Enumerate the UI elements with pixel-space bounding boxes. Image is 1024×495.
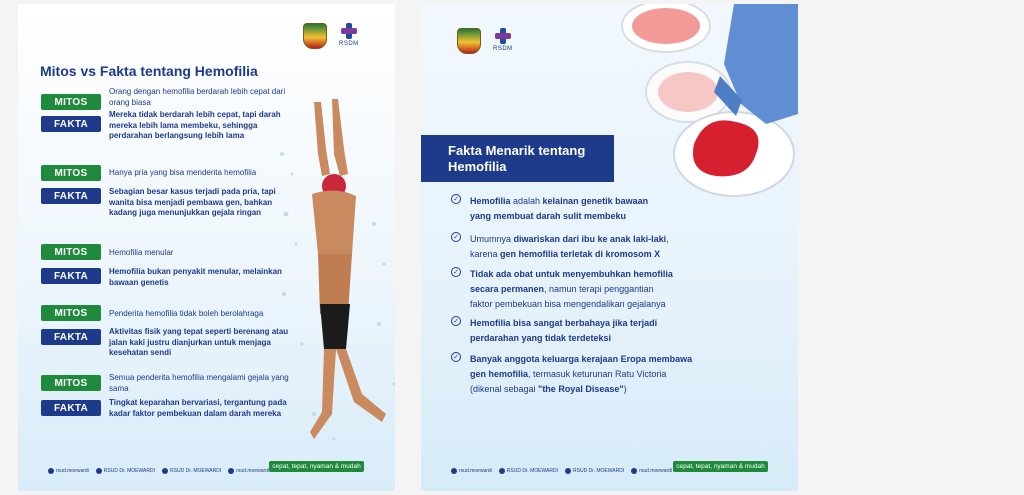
social-item[interactable] (631, 468, 672, 474)
slogan-badge: cepat, tepat, nyaman & mudah (269, 461, 364, 472)
check-icon: ✓ (451, 352, 461, 362)
myth-tag: MITOS (41, 94, 101, 110)
check-icon: ✓ (451, 267, 461, 277)
fact-text (470, 194, 740, 224)
fact-text (470, 316, 740, 346)
fact-text: Aktivitas fisik yang tepat seperti berenang atau jalan kaki justru dianjurkan untuk menjaga kesehatan sendi (109, 327, 289, 357)
social-item[interactable] (162, 468, 221, 474)
fact-item (451, 316, 740, 346)
social-item[interactable] (96, 468, 155, 474)
fact-text (470, 352, 740, 397)
facts-poster (421, 4, 798, 491)
social-footer (48, 468, 269, 474)
slogan-badge: cepat, tepat, nyaman & mudah (673, 461, 768, 472)
social-handle: rsud.moewardi (459, 468, 492, 474)
rsdm-cross-icon (341, 23, 357, 39)
fact-item (451, 352, 740, 397)
fact-line: faktor pembekuan bisa mengendalikan gejalanya (470, 299, 666, 309)
province-crest-logo (303, 23, 327, 49)
rsdm-logo-label: RSDM (339, 41, 359, 47)
youtube-icon (565, 468, 571, 474)
fact-text (470, 267, 740, 312)
fact-line: Tidak ada obat untuk menyembuhkan hemofilia (470, 269, 673, 279)
fact-text: Mereka tidak berdarah lebih cepat, tapi darah mereka lebih lama membeku, sehingga perdarahan berlangsung lebih lama (109, 110, 281, 140)
social-handle: RSUD Dr. MOEWARDI (103, 468, 156, 474)
tiktok-icon (631, 468, 637, 474)
myth-tag: MITOS (41, 165, 101, 181)
myth-text: Semua penderita hemofilia mengalami gejala yang sama (109, 373, 289, 393)
fact-line: Umumnya diwariskan dari ibu ke anak laki-laki, (470, 234, 669, 244)
instagram-icon (48, 468, 54, 474)
fact-tag: FAKTA (41, 188, 101, 204)
myth-text: Orang dengan hemofilia berdarah lebih cepat dari orang biasa (109, 87, 286, 107)
fact-tag: FAKTA (41, 329, 101, 345)
rsdm-logo (339, 23, 359, 47)
banner-title-line: Fakta Menarik tentang (448, 143, 586, 158)
fact-line: Banyak anggota keluarga kerajaan Eropa membawa (470, 354, 693, 364)
fact-line: Hemofilia adalah kelainan genetik bawaan (470, 196, 649, 206)
rsdm-cross-icon (495, 28, 511, 44)
fact-item (451, 267, 740, 312)
fact-tag: FAKTA (41, 268, 101, 284)
fact-line: yang membuat darah sulit membeku (470, 211, 627, 221)
social-item[interactable] (451, 468, 492, 474)
fact-line: (dikenal sebagai "the Royal Disease") (470, 384, 627, 394)
myth-tag: MITOS (41, 375, 101, 391)
lab-illustration (616, 4, 798, 214)
tiktok-icon (228, 468, 234, 474)
instagram-icon (451, 468, 457, 474)
social-handle: RSUD Dr. MOEWARDI (506, 468, 559, 474)
fact-line: perdarahan yang tidak terdeteksi (470, 333, 612, 343)
fact-line: secara permanen, namun terapi penggantian (470, 284, 654, 294)
fact-text: Tingkat keparahan bervariasi, tergantung pada kadar faktor pembekuan dalam darah mereka (109, 398, 287, 418)
social-handle: rsud.moewardi (56, 468, 89, 474)
myth-fact-poster (18, 4, 395, 491)
fact-tag: FAKTA (41, 116, 101, 132)
page-title: Mitos vs Fakta tentang Hemofilia (40, 63, 258, 79)
check-icon: ✓ (451, 316, 461, 326)
social-item[interactable] (499, 468, 558, 474)
province-crest-logo (457, 28, 481, 54)
social-item[interactable] (228, 468, 269, 474)
myth-text: Hanya pria yang bisa menderita hemofilia (109, 168, 257, 177)
social-handle: RSUD Dr. MOEWARDI (573, 468, 625, 474)
check-icon: ✓ (451, 194, 461, 204)
fact-text (470, 232, 740, 262)
fact-line: gen hemofilia, termasuk keturunan Ratu Victoria (470, 369, 667, 379)
facebook-icon (499, 468, 505, 474)
myth-text: Penderita hemofilia tidak boleh berolahraga (109, 309, 264, 318)
social-handle: rsud.moewardi (639, 468, 673, 474)
fact-line: Hemofilia bisa sangat berbahaya jika terjadi (470, 318, 658, 328)
youtube-icon (162, 468, 168, 474)
social-item[interactable] (565, 468, 624, 474)
rsdm-logo-label: RSDM (493, 46, 513, 52)
myth-text: Hemofilia menular (109, 248, 174, 257)
rsdm-logo (493, 28, 513, 52)
logo-group (303, 23, 359, 49)
myth-tag: MITOS (41, 244, 101, 260)
myth-tag: MITOS (41, 305, 101, 321)
facebook-icon (96, 468, 102, 474)
section-banner (421, 135, 614, 182)
fact-text: Sebagian besar kasus terjadi pada pria, tapi wanita bisa menjadi pembawa gen, bahkan kadang juga menunjukkan gejala ringan (109, 187, 276, 217)
fact-item (451, 194, 740, 224)
fact-item (451, 232, 740, 262)
swimmer-illustration (274, 94, 395, 464)
fact-line: karena gen hemofilia terletak di kromosom X (470, 249, 661, 259)
banner-title-line: Hemofilia (448, 159, 507, 174)
social-item[interactable] (48, 468, 89, 474)
social-handle: RSUD Dr. MOEWARDI (170, 468, 222, 474)
social-footer (451, 468, 672, 474)
social-handle: rsud.moewardi (236, 468, 270, 474)
check-icon: ✓ (451, 232, 461, 242)
fact-text: Hemofilia bukan penyakit menular, melainkan bawaan genetis (109, 267, 282, 287)
fact-tag: FAKTA (41, 400, 101, 416)
logo-group (457, 28, 513, 54)
